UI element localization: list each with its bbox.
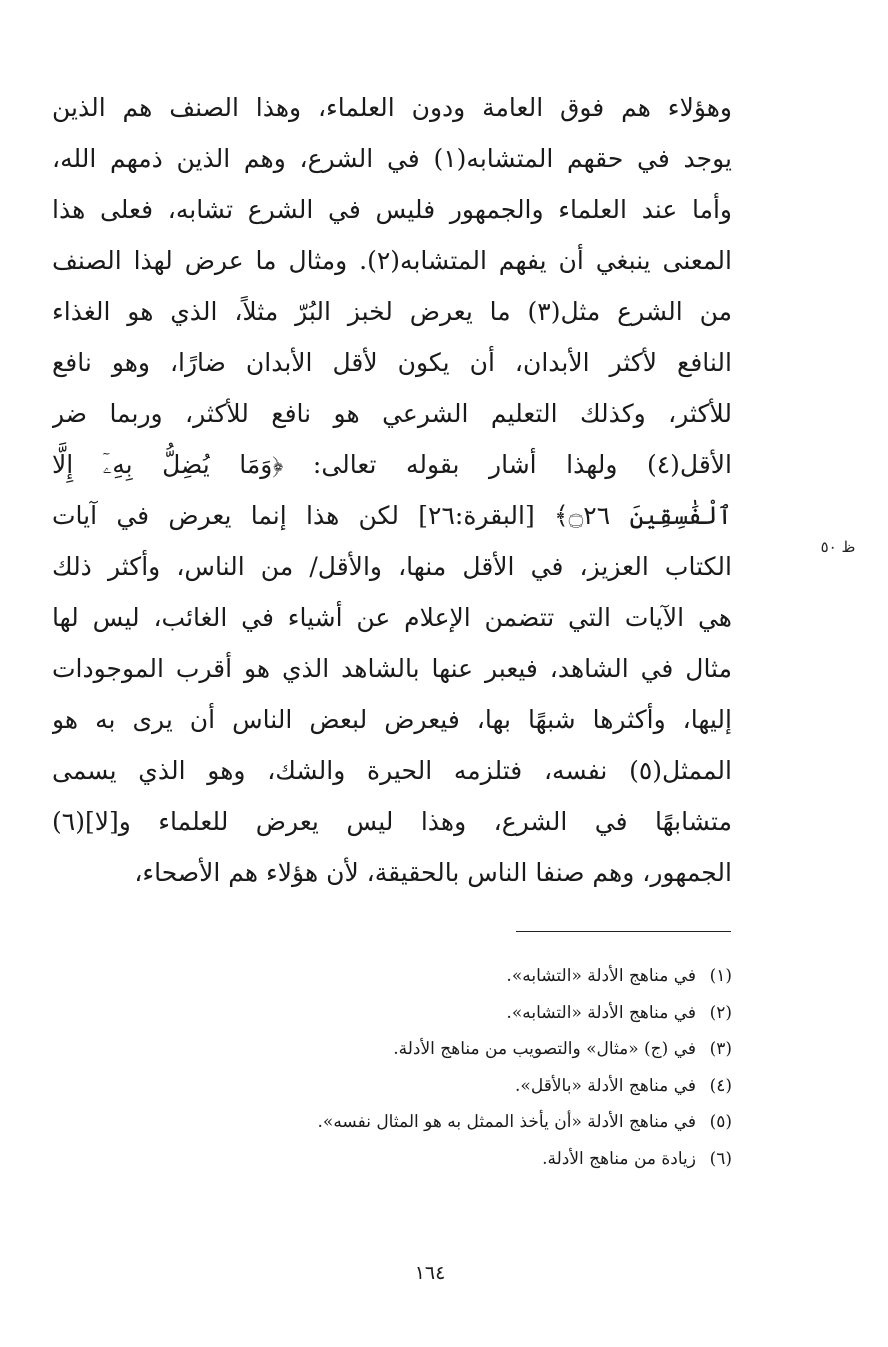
footnote-text: في مناهج الأدلة «بالأقل». bbox=[515, 1075, 696, 1096]
text-line: ٱلْفَٰسِقِينَ ۝٢٦﴾ [البقرة:٢٦] لكن هذا إنما يعرض في آيات bbox=[52, 501, 732, 530]
footnote-number: (٤) bbox=[709, 1075, 732, 1096]
footnote-text: في مناهج الأدلة «التشابه». bbox=[506, 966, 696, 986]
text-line: المعنى ينبغي أن يفهم المتشابه(٢). ومثال ما عرض لهذا الصنف bbox=[52, 246, 732, 275]
footnote-item bbox=[100, 1068, 732, 1105]
footnote-number: (٦) bbox=[709, 1148, 732, 1169]
text-line: الأقل(٤) ولهذا أشار بقوله تعالى: ﴿وَمَا يُضِلُّ بِهِۦٓ إِلَّا bbox=[52, 450, 732, 479]
footnote-text: زيادة من مناهج الأدلة. bbox=[542, 1148, 696, 1169]
footnote-item bbox=[100, 1141, 732, 1178]
footnote-number: (٣) bbox=[709, 1039, 732, 1059]
footnote-number: (٢) bbox=[709, 1002, 732, 1023]
text-line: الممثل(٥) نفسه، فتلزمه الحيرة والشك، وهو الذي يسمى bbox=[52, 756, 732, 785]
footnote-number: (٥) bbox=[709, 1112, 732, 1132]
text-line: إليها، وأكثرها شبهًا بها، فيعرض لبعض الناس أن يرى به هو bbox=[52, 705, 732, 734]
page-number: ١٦٤ bbox=[414, 1262, 446, 1284]
text-line: وهؤلاء هم فوق العامة ودون العلماء، وهذا الصنف هم الذين bbox=[52, 93, 732, 122]
text-line: وأما عند العلماء والجمهور فليس في الشرع تشابه، فعلى هذا bbox=[52, 195, 732, 224]
footnote-text: في مناهج الأدلة «التشابه». bbox=[506, 1002, 696, 1023]
footnote-text: في مناهج الأدلة «أن يأخذ الممثل به هو المثال نفسه». bbox=[317, 1112, 696, 1132]
text-line: للأكثر، وكذلك التعليم الشرعي هو نافع للأكثر، وربما ضر bbox=[52, 399, 732, 428]
footnote-item bbox=[100, 995, 732, 1032]
footnote-item bbox=[100, 1031, 732, 1068]
text-line: الكتاب العزيز، في الأقل منها، والأقل/ من الناس، وأكثر ذلك bbox=[52, 552, 732, 581]
text-line: مثال في الشاهد، فيعبر عنها بالشاهد الذي هو أقرب الموجودات bbox=[52, 654, 732, 683]
footnote-text: في (ج) «مثال» والتصويب من مناهج الأدلة. bbox=[393, 1039, 696, 1059]
footnote-item bbox=[100, 958, 732, 995]
main-text-block bbox=[52, 82, 732, 898]
text-line: يوجد في حقهم المتشابه(١) في الشرع، وهم الذين ذمهم الله، bbox=[52, 144, 732, 173]
text-line: النافع لأكثر الأبدان، أن يكون لأقل الأبدان ضارًا، وهو نافع bbox=[52, 348, 732, 377]
footnote-number: (١) bbox=[709, 966, 732, 986]
footnote-item bbox=[100, 1104, 732, 1141]
text-line: الجمهور، وهم صنفا الناس بالحقيقة، لأن هؤلاء هم الأصحاء، bbox=[134, 858, 732, 887]
text-line: هي الآيات التي تتضمن الإعلام عن أشياء في الغائب، ليس لها bbox=[52, 603, 732, 632]
text-line: متشابهًا في الشرع، وهذا ليس يعرض للعلماء و[لا](٦) bbox=[52, 807, 732, 836]
manuscript-folio-marker: ظ ٥٠ bbox=[820, 538, 856, 556]
text-line: من الشرع مثل(٣) ما يعرض لخبز البُرّ مثلاً، الذي هو الغذاء bbox=[52, 297, 732, 326]
footnotes-block bbox=[100, 958, 732, 1177]
footnote-divider bbox=[516, 931, 731, 932]
